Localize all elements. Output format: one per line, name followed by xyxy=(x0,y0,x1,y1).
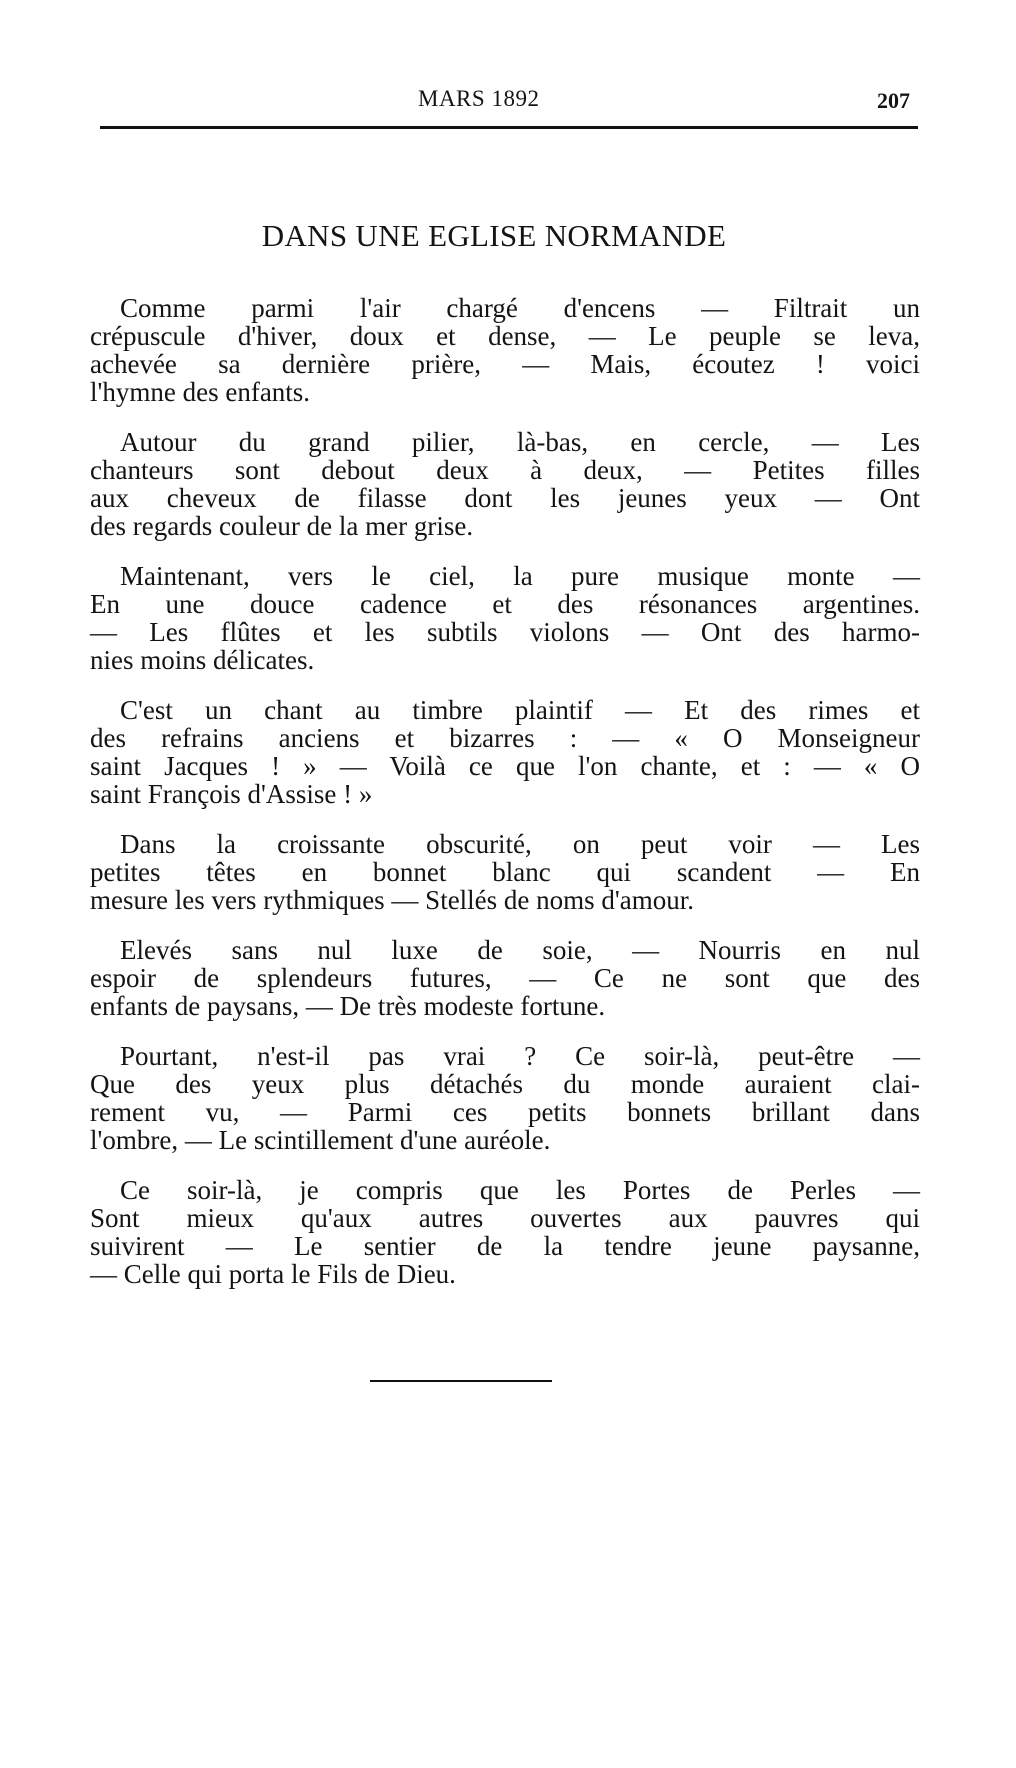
text-line: — Celle qui porta le Fils de Dieu. xyxy=(90,1259,456,1289)
text-line: des refrains anciens et bizarres : — « O Monseigneur xyxy=(90,723,920,753)
text-line: — Les flûtes et les subtils violons — Ont des harmo- xyxy=(90,617,920,647)
text-line: En une douce cadence et des résonances argentines. xyxy=(90,589,920,619)
text-line: Sont mieux qu'aux autres ouvertes aux pauvres qui xyxy=(90,1203,920,1233)
paragraph xyxy=(90,1176,920,1288)
text-line: C'est un chant au timbre plaintif — Et des rimes et xyxy=(120,695,920,725)
text-line: saint François d'Assise ! » xyxy=(90,779,373,809)
running-title: MARS 1892 xyxy=(418,86,540,111)
text-line: saint Jacques ! » — Voilà ce que l'on chante, et : — « O xyxy=(90,751,920,781)
article-title-wrap xyxy=(0,218,1016,254)
text-line: Ce soir-là, je compris que les Portes de Perles — xyxy=(120,1175,920,1205)
text-line: nies moins délicates. xyxy=(90,645,315,675)
text-line: l'ombre, — Le scintillement d'une auréole. xyxy=(90,1125,551,1155)
text-line: petites têtes en bonnet blanc qui scandent — En xyxy=(90,857,920,887)
text-line: aux cheveux de filasse dont les jeunes yeux — Ont xyxy=(90,483,920,513)
paragraph xyxy=(90,1042,920,1154)
end-rule xyxy=(370,1380,552,1382)
text-line: chanteurs sont debout deux à deux, — Petites filles xyxy=(90,455,920,485)
text-line: Pourtant, n'est-il pas vrai ? Ce soir-là, peut-être — xyxy=(120,1041,920,1071)
text-line: Que des yeux plus détachés du monde auraient clai- xyxy=(90,1069,920,1099)
paragraph xyxy=(90,936,920,1020)
paragraph xyxy=(90,428,920,540)
paragraph xyxy=(90,562,920,674)
text-line: rement vu, — Parmi ces petits bonnets brillant dans xyxy=(90,1097,920,1127)
text-line: suivirent — Le sentier de la tendre jeune paysanne, xyxy=(90,1231,920,1261)
page-header xyxy=(100,86,920,116)
text-line: Maintenant, vers le ciel, la pure musique monte — xyxy=(120,561,920,591)
text-line: achevée sa dernière prière, — Mais, écoutez ! voici xyxy=(90,349,920,379)
header-rule xyxy=(100,126,918,129)
text-line: Elevés sans nul luxe de soie, — Nourris en nul xyxy=(120,935,920,965)
text-line: espoir de splendeurs futures, — Ce ne sont que des xyxy=(90,963,920,993)
text-line: Dans la croissante obscurité, on peut voir — Les xyxy=(120,829,920,859)
article-title: DANS UNE EGLISE NORMANDE xyxy=(261,218,727,253)
text-line: l'hymne des enfants. xyxy=(90,377,311,407)
text-line: des regards couleur de la mer grise. xyxy=(90,511,474,541)
page-number: 207 xyxy=(877,88,910,113)
text-line: Comme parmi l'air chargé d'encens — Filtrait un xyxy=(120,293,920,323)
text-line: crépuscule d'hiver, doux et dense, — Le peuple se leva, xyxy=(90,321,920,351)
paragraph xyxy=(90,696,920,808)
text-line: mesure les vers rythmiques — Stellés de noms d'amour. xyxy=(90,885,695,915)
text-line: Autour du grand pilier, là-bas, en cercle, — Les xyxy=(120,427,920,457)
paragraph xyxy=(90,294,920,406)
text-line: enfants de paysans, — De très modeste fortune. xyxy=(90,991,606,1021)
article-body xyxy=(90,294,920,1310)
paragraph xyxy=(90,830,920,914)
